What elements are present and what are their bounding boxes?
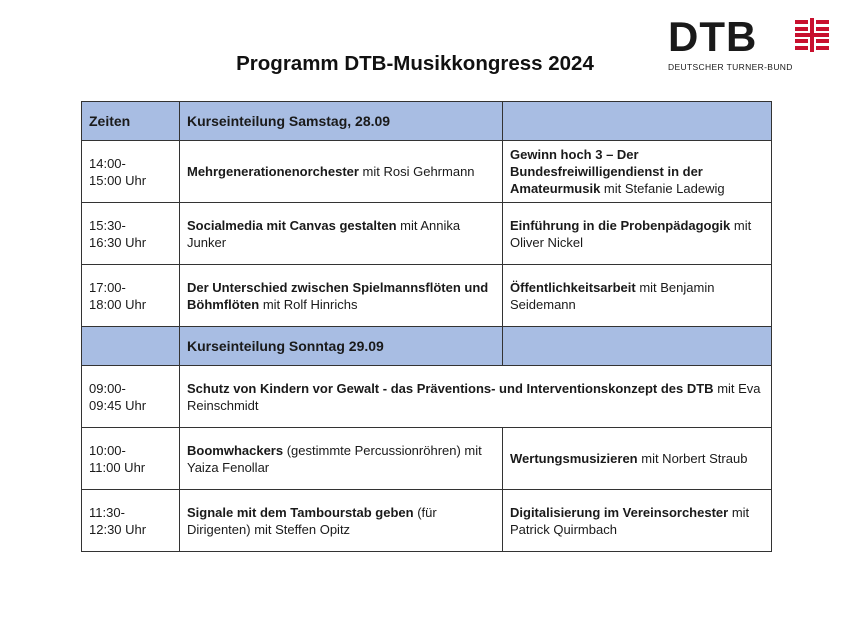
course-cell-wide: Schutz von Kindern vor Gewalt - das Präventions- und Interventionskonzept des DTB mit Eva Reinschmidt	[180, 366, 772, 428]
course-cell: Gewinn hoch 3 – Der Bundesfreiwilligendienst in der Amateurmusik mit Stefanie Ladewig	[503, 141, 772, 203]
program-table	[81, 101, 772, 552]
course-cell: Wertungsmusizieren mit Norbert Straub	[503, 428, 772, 490]
time-cell: 09:00- 09:45 Uhr	[82, 366, 180, 428]
table-row	[82, 203, 772, 265]
logo-subtitle: DEUTSCHER TURNER-BUND	[668, 62, 793, 72]
sunday-header-row	[82, 327, 772, 366]
header-cell-times: Zeiten	[82, 102, 180, 141]
header-cell-empty	[503, 327, 772, 366]
table-row	[82, 366, 772, 428]
table-row	[82, 428, 772, 490]
time-cell: 17:00- 18:00 Uhr	[82, 265, 180, 327]
saturday-header-row	[82, 102, 772, 141]
course-cell: Socialmedia mit Canvas gestalten mit Annika Junker	[180, 203, 503, 265]
header-cell-sunday: Kurseinteilung Sonntag 29.09	[180, 327, 503, 366]
course-cell: Mehrgenerationenorchester mit Rosi Gehrmann	[180, 141, 503, 203]
table-row	[82, 141, 772, 203]
logo-wordmark: DTB	[668, 13, 758, 60]
table-row	[82, 265, 772, 327]
course-cell: Signale mit dem Tambourstab geben (für Dirigenten) mit Steffen Opitz	[180, 490, 503, 552]
time-cell: 11:30- 12:30 Uhr	[82, 490, 180, 552]
turner-cross-icon	[795, 18, 829, 52]
header-cell-empty	[82, 327, 180, 366]
course-cell: Öffentlichkeitsarbeit mit Benjamin Seidemann	[503, 265, 772, 327]
header-cell-empty	[503, 102, 772, 141]
course-cell: Der Unterschied zwischen Spielmannsflöten und Böhmflöten mit Rolf Hinrichs	[180, 265, 503, 327]
header-cell-saturday: Kurseinteilung Samstag, 28.09	[180, 102, 503, 141]
table-row	[82, 490, 772, 552]
page-title: Programm DTB-Musikkongress 2024	[236, 52, 594, 75]
course-cell: Einführung in die Probenpädagogik mit Oliver Nickel	[503, 203, 772, 265]
time-cell: 10:00- 11:00 Uhr	[82, 428, 180, 490]
course-cell: Boomwhackers (gestimmte Percussionröhren) mit Yaiza Fenollar	[180, 428, 503, 490]
course-cell: Digitalisierung im Vereinsorchester mit Patrick Quirmbach	[503, 490, 772, 552]
time-cell: 15:30- 16:30 Uhr	[82, 203, 180, 265]
time-cell: 14:00- 15:00 Uhr	[82, 141, 180, 203]
